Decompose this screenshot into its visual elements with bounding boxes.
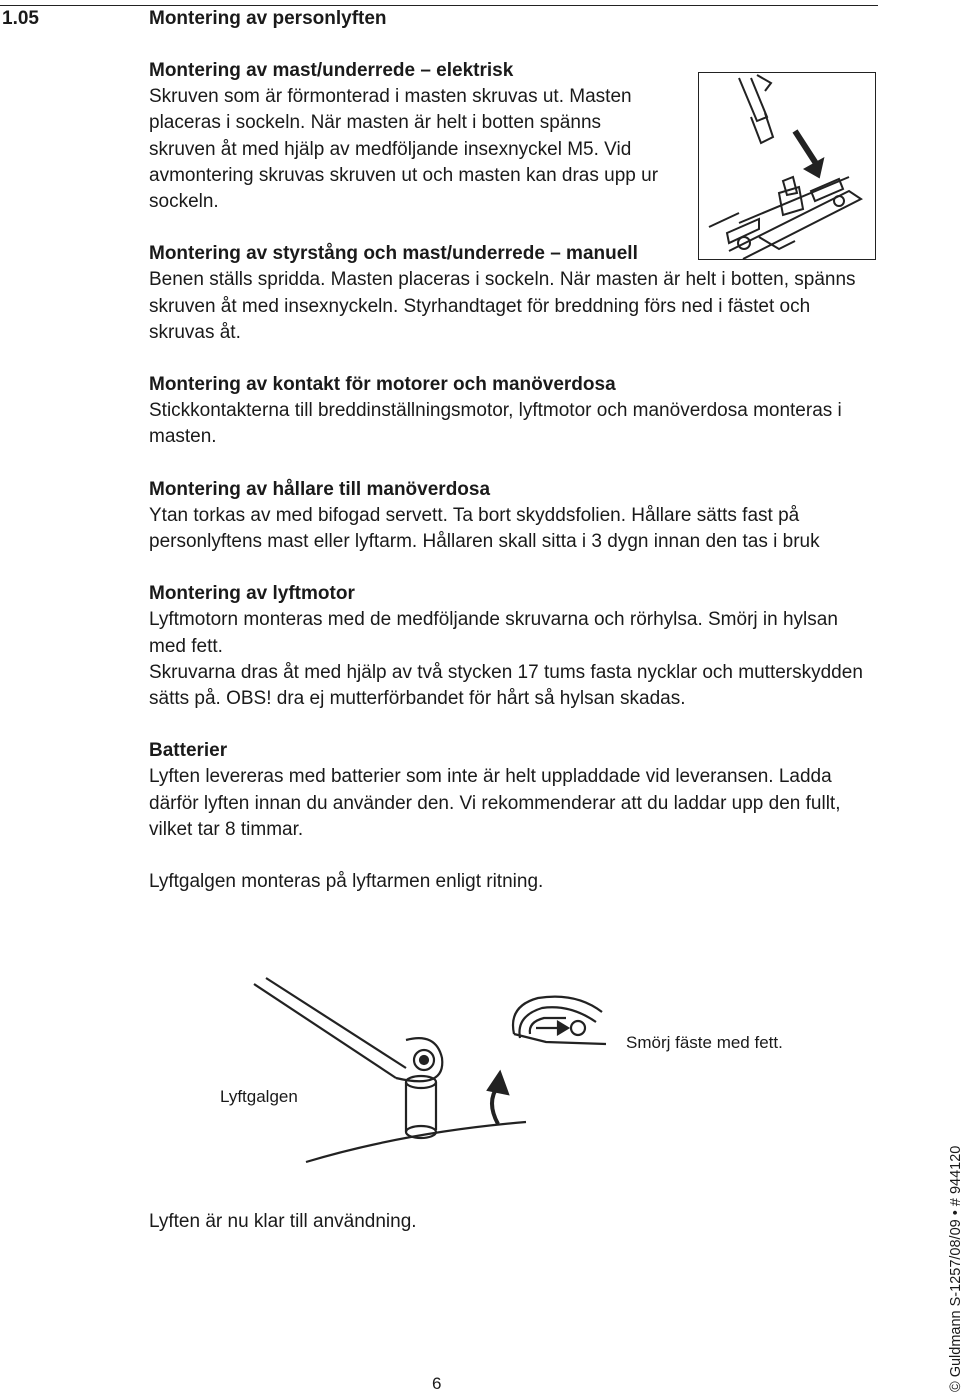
copyright-footer: © Guldmann S-1257/08/09 • # 944120 [948,1145,964,1392]
section-heading: Montering av hållare till manöverdosa [149,478,491,500]
section-body: Lyftmotorn monteras med de medföljande skruvarna och rörhylsa. Smörj in hylsan med fett. [149,609,838,657]
ready-note: Lyften är nu klar till användning. [149,1211,417,1232]
section-contacts [149,372,879,451]
section-heading: Montering av styrstång och mast/underrede – manuell [149,243,638,265]
section-body: Ytan torkas av med bifogad servett. Ta bort skyddsfolien. Hållare sätts fast på personlyftens mast eller lyftarm. Hållaren skall sitta i 3 dygn innan den tas i bruk [149,504,820,553]
section-body-continued: Skruvarna dras åt med hjälp av två stycken 17 tums fasta nycklar och mutterskydden sätts på. OBS! dra ej mutterförbandet för hårt så hylsan skadas. [149,661,863,710]
section-heading: Montering av lyftmotor [149,583,355,605]
sling-bar-illustration [246,972,626,1172]
section-body: Stickkontakterna till breddinställningsmotor, lyftmotor och manöverdosa monteras i masten. [149,400,842,448]
section-body: Benen ställs spridda. Masten placeras i sockeln. När masten är helt i botten, spänns skruven åt med insexnyckeln. Styrhandtaget för breddning förs ned i fästet och skruvas åt. [149,269,856,343]
page-number: 6 [432,1374,442,1393]
section-body: Skruven som är förmonterad i masten skruvas ut. Masten placeras i sockeln. När masten är helt i botten spänns skruven åt med hjälp av medföljande insexnyckel M5. Vid avmontering skruvas skruven ut och masten kan dras upp ur sockeln. [149,86,659,213]
section-title: Montering av personlyften [149,8,387,29]
section-heading: Batterier [149,740,228,762]
section-body: Lyften levereras med batterier som inte är helt uppladdade vid leveransen. Ladda därför lyften innan du använder den. Vi rekommenderar att du laddar upp den fullt, vilket tar 8 timmar. [149,766,841,840]
section-number: 1.05 [2,8,39,29]
mast-mounting-illustration [698,72,876,260]
grease-label: Smörj fäste med fett. [626,1033,783,1052]
section-heading: Montering av kontakt för motorer och manöverdosa [149,374,616,396]
sling-bar-note: Lyftgalgen monteras på lyftarmen enligt ritning. [149,871,544,893]
section-lift-motor [149,581,879,712]
header-rule [0,5,878,6]
section-mast-electric [149,58,669,215]
section-holder [149,477,879,556]
section-batteries [149,738,879,843]
sling-bar-label: Lyftgalgen [220,1087,298,1106]
section-heading: Montering av mast/underrede – elektrisk [149,60,514,81]
